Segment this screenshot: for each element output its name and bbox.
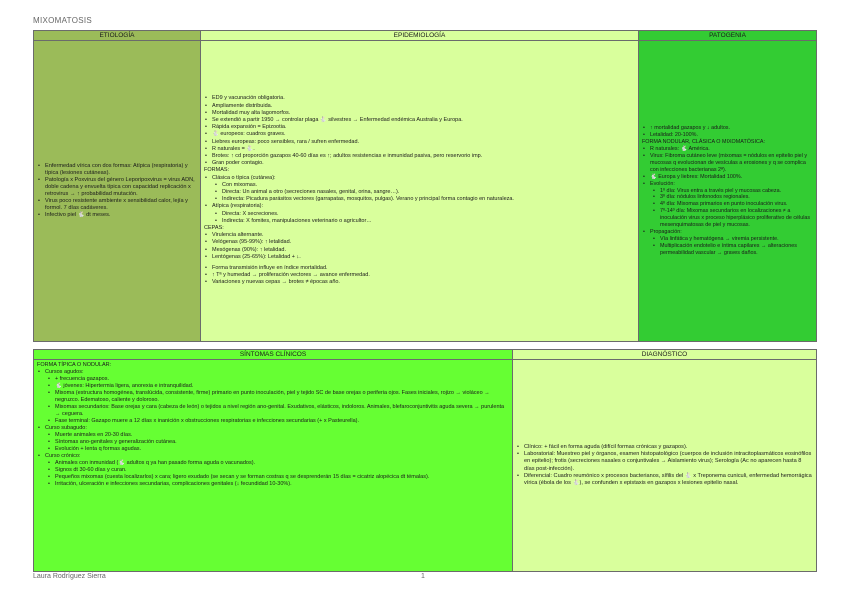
epidemiologia-item: • R naturales = 🐇. [210, 146, 635, 153]
atipica-subitem: • Indirecta: X fomites, manipulaciones veterinario o agricultor… [220, 218, 635, 225]
agudos-subitem: • + frecuencia gazapos. [53, 376, 509, 383]
epidemiologia-item: • Liebres europeas: poco sensibles, rara / sufren enfermedad. [210, 139, 635, 146]
patogenia-item: • Virus: Fibroma cutáneo leve (mixomas = nódulos en epitelio piel y mucosas q evolucionan de vesículas a erosiones y q se complica con infecciones bacterianas 2ª). [648, 153, 813, 174]
evolucion-subitem: • 3º día: nódulos linfonodos regionales. [658, 194, 813, 201]
propagacion-label: • Propagación: [648, 229, 813, 236]
etiologia-header: ETIOLOGÍA [34, 31, 201, 41]
epidemiologia-item: • Gran poder contagio. [210, 160, 635, 167]
patogenia-item: • ↑ mortalidad gazapos y ↓ adultos. [648, 125, 813, 132]
page-title: MIXOMATOSIS [33, 16, 93, 25]
propagacion-subitem: • Vía linfática y hematógena → viremia persistente. [658, 236, 813, 243]
agudos-subitem: • Mixoma (estructura homogénea, translúcida, consistente, firme) primario en punto inoculación, piel y tejido SC de base orejas o periferia ojos. Fases iniciales, rojizo → violáceo → negruzco. Edematoso, caliente y doloroso. [53, 390, 509, 404]
evolucion-label: • Evolución: [648, 181, 813, 188]
etiologia-item: • Enfermedad vírica con dos formas: Atípica (respiratoria) y típica (lesiones cutáneas). [43, 163, 197, 177]
agudos-label: • Cursos agudos: [43, 369, 509, 376]
sintomas-cell [34, 360, 513, 572]
epidemiologia-extra-item: • Forma transmisión influye en índice mortalidad. [210, 265, 635, 272]
agudos-subitem: • Mixomas secundarios: Base orejas y cara (cabeza de león) o tejidos a nivel región ano-genital. Exudativos, elásticos, indoloros. Animales, blefaroconjuntivitis aguda severa → purulenta → ceguera. [53, 404, 509, 418]
diagnostico-item: • Diferencial: Cuadro reumónico x procesos bacterianos, sífilis del 🐇 x Treponema cuniculi, enfermedad hemorrágica vírica (ébola de los 🐇), se confunden x epistaxis en gazapos x lesiones epitelio nasal. [522, 473, 813, 488]
patogenia-item: • 🐇 Europa y liebres: Mortalidad 100%. [648, 174, 813, 181]
agudos-subitem: • 🐇 jóvenes: Hipertermia ligera, anorexia e intranquilidad. [53, 383, 509, 390]
forma-nodular-label: FORMA NODULAR, CLÁSICA O MIXOMATÓSICA: [642, 139, 766, 146]
atipica-subitem: • Directa: X secreciones. [220, 211, 635, 218]
diagnostico-cell [513, 360, 817, 572]
etiologia-item: • Patología x Poxvirus del género Leporipoxvirus = virus ADN, doble cadena y envuelta típica con capacidad replicación x retrovirus → ↑ probabilidad mutación. [43, 177, 197, 198]
evolucion-subitem: • 1º día: Virus entra a través piel y mucosas cabeza. [658, 188, 813, 195]
patogenia-item: • R naturales: 🐇 América. [648, 146, 813, 153]
diagnostico-header: DIAGNÓSTICO [513, 350, 817, 360]
evolucion-subitem: • 7º-14º día: Mixomas secundarios en localizaciones ≠ a inoculación virus x proceso hiperplásico proliferativo de células mesenquimatosas de piel y mucosas. [658, 208, 813, 229]
epidemiologia-item: • Rápida expansión = Epizootia. [210, 124, 635, 131]
sintomas-header: SÍNTOMAS CLÍNICOS [34, 350, 513, 360]
propagacion-subitem: • Multiplicación endotelio e íntima capilares → alteraciones permeabilidad vascular → graves daños. [658, 243, 813, 257]
cronico-subitem: • Animales con inmunidad (🐇 adultos q ya han pasado forma aguda o vacunados). [53, 460, 509, 467]
epidemiologia-cell [201, 41, 639, 342]
etiologia-item: • Virus poco resistente ambiente x sensibilidad calor, lejía y formol. 7 días cadáveres. [43, 198, 197, 212]
agudos-subitem: • Fase terminal: Gazapo muere a 12 días x inanición x obstrucciones respiratorias e infecciones secundarias (+ x Pasteurella). [53, 418, 509, 425]
atipica-label: • Atípica (respiratoria): [210, 203, 635, 210]
cepas-label: CEPAS: [204, 225, 224, 232]
cepas-item: • Velógenas (95-99%): ↑ letalidad. [210, 239, 635, 246]
cronico-subitem: • Irritación, ulceración e infecciones secundarias, complicaciones genitales (↓ fecundidad 10-30%). [53, 481, 509, 488]
subagudo-subitem: • Evolución + lenta q formas agudas. [53, 446, 509, 453]
clasica-subitem: • Indirecta: Picadura parásitos vectores (garrapatas, mosquitos, pulgas). Verano y principal forma contagio en naturaleza. [220, 196, 635, 203]
cepas-item: • Mesógenas (90%): ↑ letalidad. [210, 247, 635, 254]
epidemiologia-extra-item: • ↑ Tª y humedad → proliferación vectores → avance enfermedad. [210, 272, 635, 279]
patogenia-header: PATOGENIA [639, 31, 817, 41]
clasica-subitem: • Con mixomas. [220, 182, 635, 189]
epidemiologia-item: • Mortalidad muy alta lagomorfos. [210, 110, 635, 117]
footer-page-number: 1 [421, 573, 425, 580]
epidemiologia-item: • Brotes: ↑ cd proporción gazapos 40-60 días es ↑; adultos resistencias e inmunidad pasiva, pero reservorio imp. [210, 153, 635, 160]
cepas-item: • Virulencia alternante. [210, 232, 635, 239]
formas-label: FORMAS: [204, 167, 230, 174]
epidemiologia-extra-item: • Variaciones y nuevas cepas → brotes ≠ épocas año. [210, 279, 635, 286]
epidemiologia-item: • ED9 y vacunación obligatoria. [210, 95, 635, 102]
evolucion-subitem: • 4º día: Mixomas primarios en punto inoculación virus. [658, 201, 813, 208]
top-table [33, 30, 817, 342]
diagnostico-item: • Clínico: + fácil en forma aguda (difícil formas crónicas y gazapos). [522, 444, 813, 451]
diagnostico-item: • Laboratorial: Muestreo piel y órganos, examen histopatológico (cuerpos de inclusión intracitoplasmáticos eosinófilos en epitelio); frotis (secreciones nasales o conjuntivales → Aislamiento virus); Serología (Ac no aparecen hasta 8 días post-infección). [522, 451, 813, 473]
clasica-subitem: • Directa: Un animal a otro (secreciones nasales, genital, orina, sangre…). [220, 189, 635, 196]
patogenia-cell [639, 41, 817, 342]
epidemiologia-header: EPIDEMIOLOGÍA [201, 31, 639, 41]
patogenia-item: • Letalidad: 20-100%. [648, 132, 813, 139]
epidemiologia-item: • Se extendió a partir 1950 → controlar plaga 🐇 silvestres → Enfermedad endémica Australia y Europa. [210, 117, 635, 124]
forma-tipica-label: FORMA TÍPICA O NODULAR: [37, 362, 112, 368]
epidemiologia-item: • Ampliamente distribuida. [210, 103, 635, 110]
subagudo-label: • Curso subagudo: [43, 425, 509, 432]
cronico-subitem: • Signos dt 30-60 días y curan. [53, 467, 509, 474]
etiologia-item: • Infectivo piel 🐇 dt meses. [43, 212, 197, 219]
epidemiologia-item: • 🐇 europeos: cuadros graves. [210, 131, 635, 138]
etiologia-cell [34, 41, 201, 342]
clasica-label: • Clásica o típica (cutánea): [210, 175, 635, 182]
footer-author: Laura Rodríguez Sierra [33, 573, 106, 580]
cronico-subitem: • Pequeños mixomas (cuesta localizarlos) x cara; ligero exudado (se secan y se forman costras q se desprenderán 15 días = cicatriz alopécica dt témalas). [53, 474, 509, 481]
cronico-label: • Curso crónico: [43, 453, 509, 460]
subagudo-subitem: • Muerte animales en 20-30 días. [53, 432, 509, 439]
bottom-table [33, 349, 817, 572]
cepas-item: • Lentógenas (25-65%): Letalidad + ↓. [210, 254, 635, 261]
subagudo-subitem: • Síntomas ano-genitales y generalización cutánea. [53, 439, 509, 446]
